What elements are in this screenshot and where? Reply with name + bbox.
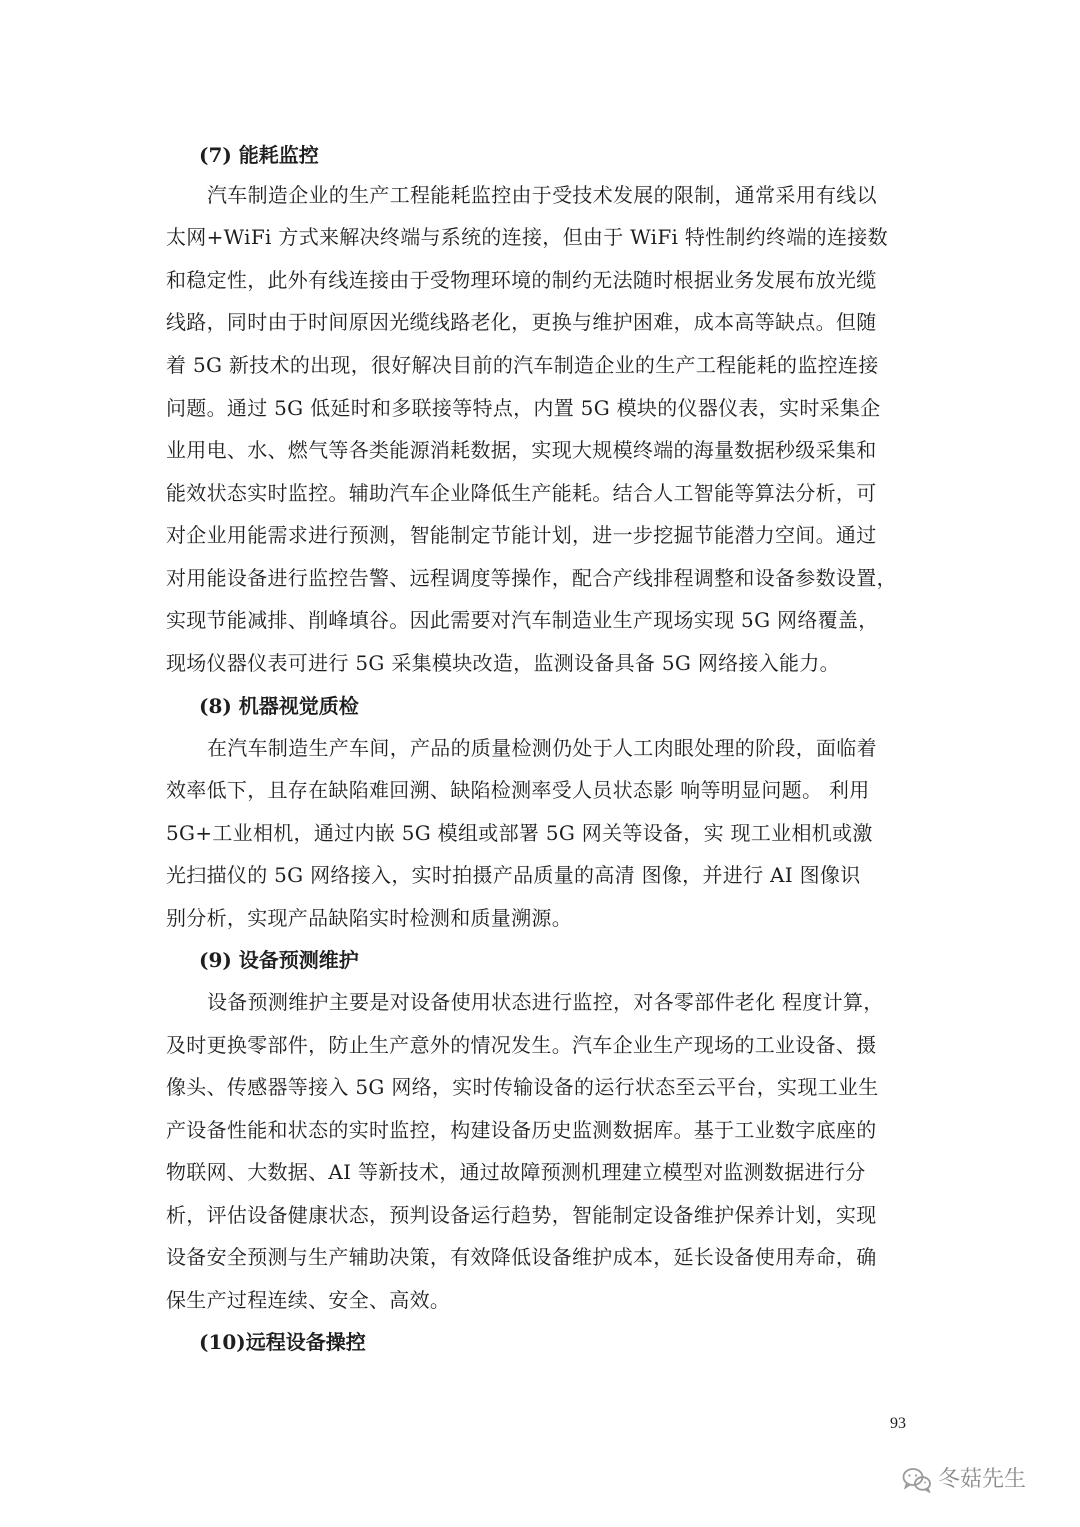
paragraph-line: 及时更换零部件，防止生产意外的情况发生。汽车企业生产现场的工业设备、摄 <box>166 1033 877 1057</box>
paragraph-line: 光扫描仪的 5G 网络接入，实时拍摄产品质量的高清 图像，并进行 AI 图像识 <box>166 863 861 887</box>
paragraph-line: 着 5G 新技术的出现，很好解决目前的汽车制造企业的生产工程能耗的监控连接 <box>166 353 879 377</box>
page-number: 93 <box>890 1415 906 1432</box>
watermark <box>902 1466 1026 1494</box>
paragraph-line: 5G+工业相机，通过内嵌 5G 模组或部署 5G 网关等设备，实 现工业相机或激 <box>166 821 873 845</box>
paragraph-line: 汽车制造企业的生产工程能耗监控由于受技术发展的限制，通常采用有线以 <box>207 183 877 207</box>
paragraph-line: 能效状态实时监控。辅助汽车企业降低生产能耗。结合人工智能等算法分析，可 <box>166 481 877 505</box>
section-heading-remote-operation: (10)远程设备操控 <box>199 1330 366 1354</box>
paragraph-line: 别分析，实现产品缺陷实时检测和质量溯源。 <box>166 906 572 930</box>
watermark-text: 冬菇先生 <box>938 1467 1027 1492</box>
paragraph-line: 太网+WiFi 方式来解决终端与系统的连接，但由于 WiFi 特性制约终端的连接数 <box>166 225 888 249</box>
section-heading-predictive-maintenance: (9) 设备预测维护 <box>199 948 359 972</box>
paragraph-line: 对用能设备进行监控告警、远程调度等操作，配合产线排程调整和设备参数设置， <box>166 566 897 590</box>
paragraph-line: 业用电、水、燃气等各类能源消耗数据，实现大规模终端的海量数据秒级采集和 <box>166 438 877 462</box>
paragraph-line: 线路，同时由于时间原因光缆线路老化，更换与维护困难，成本高等缺点。但随 <box>166 310 877 334</box>
paragraph-line: 问题。通过 5G 低延时和多联接等特点，内置 5G 模块的仪器仪表，实时采集企 <box>166 396 881 420</box>
paragraph-line: 在汽车制造生产车间，产品的质量检测仍处于人工肉眼处理的阶段，面临着 <box>207 736 877 760</box>
section-heading-machine-vision: (8) 机器视觉质检 <box>199 694 359 718</box>
paragraph-line: 和稳定性，此外有线连接由于受物理环境的制约无法随时根据业务发展布放光缆 <box>166 268 877 292</box>
paragraph-line: 保生产过程连续、安全、高效。 <box>166 1288 451 1312</box>
paragraph-line: 产设备性能和状态的实时监控，构建设备历史监测数据库。基于工业数字底座的 <box>166 1118 877 1142</box>
paragraph-line: 设备预测维护主要是对设备使用状态进行监控，对各零部件老化 程度计算， <box>207 990 884 1014</box>
paragraph-line: 物联网、大数据、AI 等新技术，通过故障预测机理建立模型对监测数据进行分 <box>166 1160 866 1184</box>
section-heading-energy-monitoring: (7) 能耗监控 <box>199 143 319 167</box>
paragraph-line: 效率低下，且存在缺陷难回溯、缺陷检测率受人员状态影 响等明显问题。 利用 <box>166 778 870 802</box>
paragraph-line: 现场仪器仪表可进行 5G 采集模块改造，监测设备具备 5G 网络接入能力。 <box>166 651 840 675</box>
paragraph-line: 对企业用能需求进行预测，智能制定节能计划，进一步挖掘节能潜力空间。通过 <box>166 523 877 547</box>
paragraph-line: 像头、传感器等接入 5G 网络，实时传输设备的运行状态至云平台，实现工业生 <box>166 1075 879 1099</box>
wechat-icon <box>902 1467 932 1493</box>
paragraph-line: 析，评估设备健康状态，预判设备运行趋势，智能制定设备维护保养计划，实现 <box>166 1203 877 1227</box>
paragraph-line: 设备安全预测与生产辅助决策，有效降低设备维护成本，延长设备使用寿命，确 <box>166 1245 877 1269</box>
paragraph-line: 实现节能减排、削峰填谷。因此需要对汽车制造业生产现场实现 5G 网络覆盖， <box>166 608 879 632</box>
